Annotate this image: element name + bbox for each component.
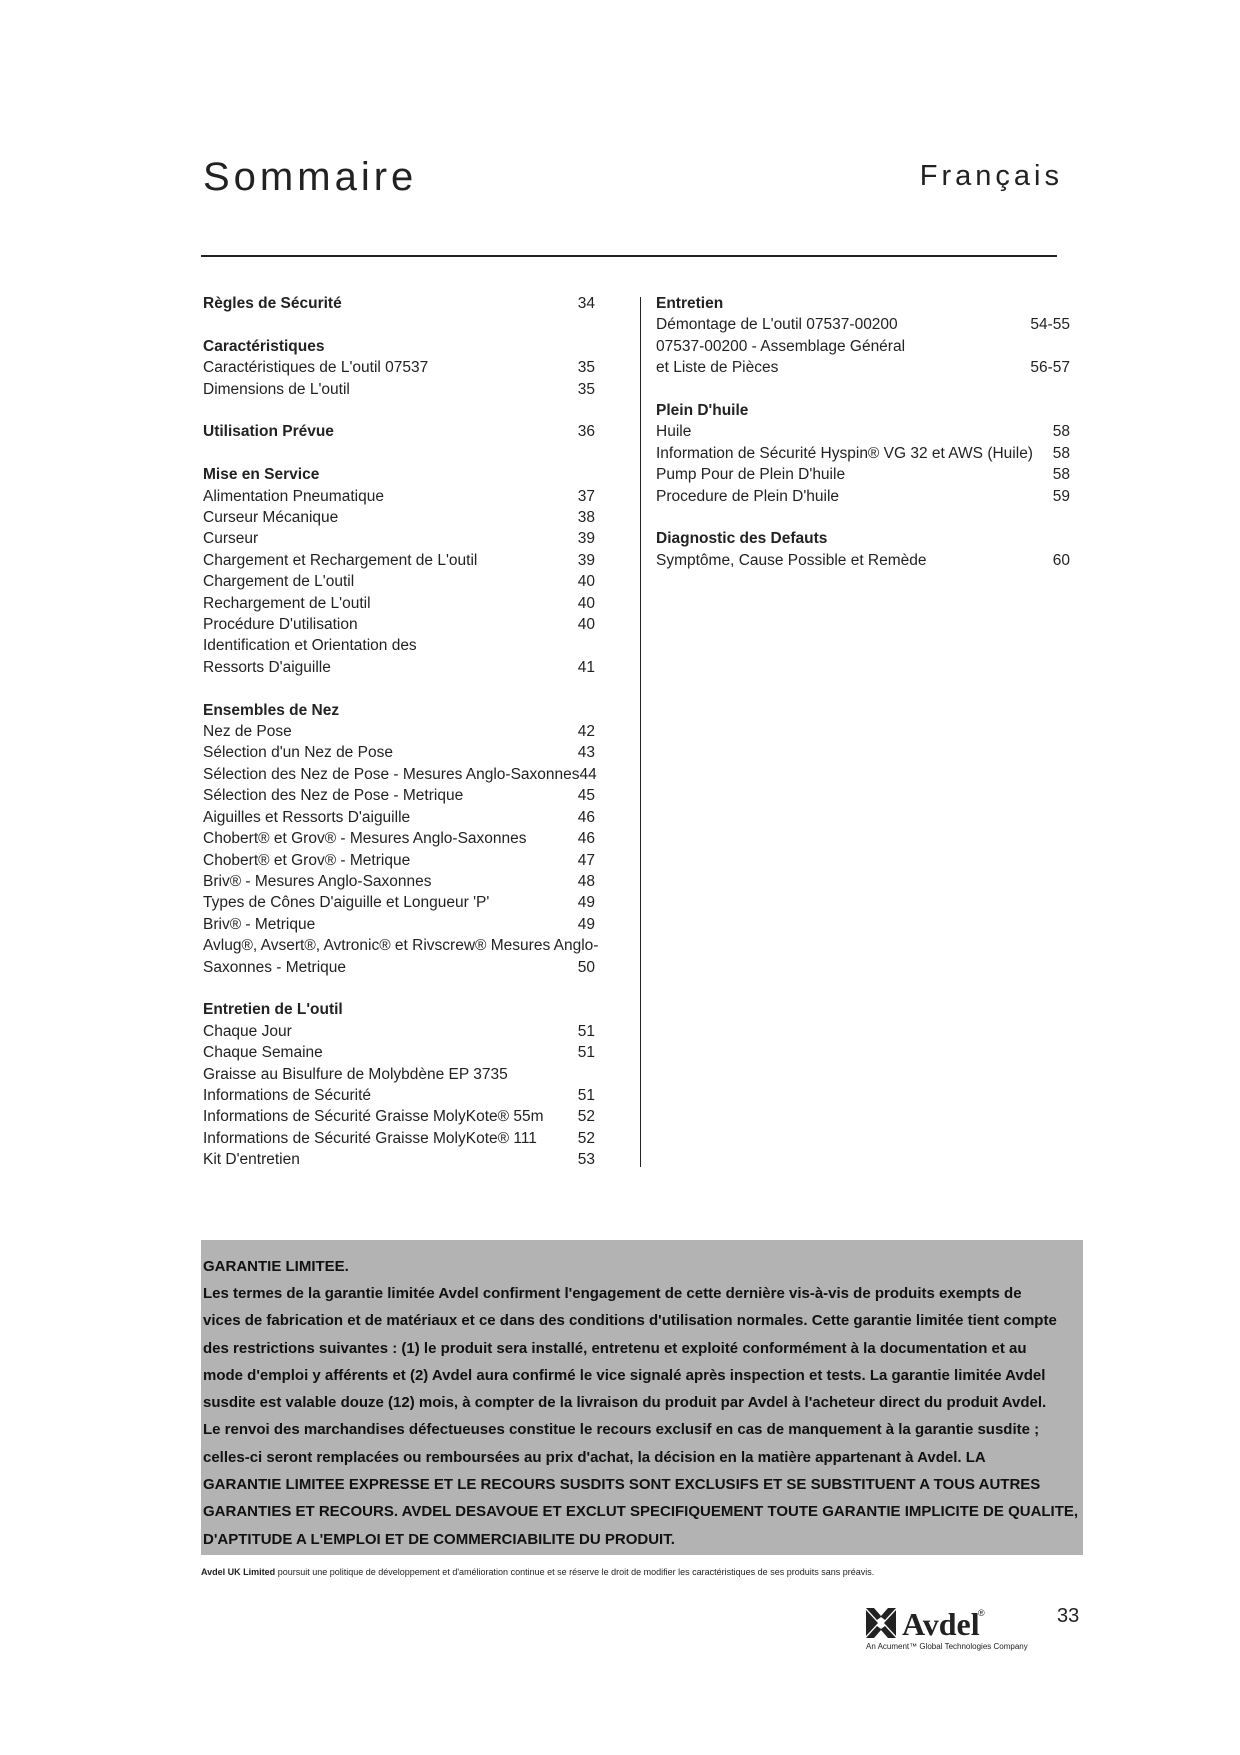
toc-section bbox=[656, 528, 1070, 571]
toc-entry-page: 51 bbox=[577, 1086, 595, 1104]
header-rule bbox=[201, 255, 1057, 257]
toc-entry bbox=[203, 914, 595, 935]
toc-entry-page: 54-55 bbox=[1030, 316, 1070, 334]
toc-section-heading bbox=[656, 528, 1070, 549]
toc-entry-label: Briv® - Mesures Anglo-Saxonnes bbox=[203, 872, 432, 890]
toc-entry-label: Dimensions de L'outil bbox=[203, 380, 350, 398]
toc-entry-page: 59 bbox=[1052, 487, 1070, 505]
toc-entry bbox=[203, 1128, 595, 1149]
warranty-line: GARANTIES ET RECOURS. AVDEL DESAVOUE ET EXCLUT SPECIFIQUEMENT TOUTE GARANTIE IMPLICITE DE QUALITE, bbox=[203, 1503, 1079, 1521]
toc-heading-page bbox=[555, 999, 595, 1020]
toc-entry-label: et Liste de Pièces bbox=[656, 359, 779, 377]
toc-entry-page: 39 bbox=[577, 530, 595, 548]
toc-entry bbox=[656, 421, 1070, 442]
toc-right-column bbox=[656, 293, 1070, 593]
toc-entry bbox=[656, 464, 1070, 485]
toc-entry-page: 53 bbox=[577, 1151, 595, 1169]
logo-registered-mark: ® bbox=[978, 1608, 985, 1618]
page-title: Sommaire bbox=[203, 155, 418, 199]
toc-heading-label: Entretien de L'outil bbox=[203, 1001, 343, 1019]
toc-entry bbox=[656, 336, 1070, 357]
toc-entry-page: 44 bbox=[579, 765, 597, 783]
toc-entry-label: Alimentation Pneumatique bbox=[203, 487, 384, 505]
toc-entry-label: Huile bbox=[656, 423, 692, 441]
toc-entry bbox=[203, 1149, 595, 1170]
toc-heading-label: Diagnostic des Defauts bbox=[656, 530, 828, 548]
toc-entry-page: 46 bbox=[577, 830, 595, 848]
toc-entry-page: 60 bbox=[1052, 551, 1070, 569]
toc-entry-page: 58 bbox=[1052, 444, 1070, 462]
toc-entry-label: Briv® - Metrique bbox=[203, 915, 316, 933]
toc-entry-label: Sélection des Nez de Pose - Mesures Anglo-Saxonnes bbox=[203, 765, 580, 783]
toc-entry-page: 48 bbox=[577, 872, 595, 890]
toc-entry-page: 49 bbox=[577, 894, 595, 912]
toc-entry-label: Ressorts D'aiguille bbox=[203, 658, 331, 676]
toc-entry bbox=[203, 550, 595, 571]
toc-entry bbox=[203, 1021, 595, 1042]
toc-entry-page: 52 bbox=[577, 1129, 595, 1147]
toc-entry bbox=[203, 1106, 595, 1127]
toc-entry bbox=[203, 614, 595, 635]
toc-section bbox=[656, 293, 1070, 379]
toc-heading-label: Règles de Sécurité bbox=[203, 295, 342, 312]
toc-entry-page: 45 bbox=[577, 787, 595, 805]
toc-entry-label: Symptôme, Cause Possible et Remède bbox=[656, 551, 927, 569]
toc-heading-page bbox=[555, 700, 595, 721]
warranty-line: celles-ci seront remplacées ou remboursées au prix d'achat, la décision en la matière appartenant à Avdel. LA bbox=[203, 1448, 986, 1466]
warranty-title: GARANTIE LIMITEE. bbox=[203, 1258, 349, 1275]
toc-entry-label: Chaque Jour bbox=[203, 1022, 292, 1040]
toc-heading-label: Ensembles de Nez bbox=[203, 701, 340, 719]
toc-entry bbox=[203, 957, 595, 978]
toc-entry-page: 35 bbox=[577, 380, 595, 398]
language-label: Français bbox=[919, 160, 1063, 192]
toc-entry bbox=[656, 550, 1070, 571]
avdel-logo-mark-icon bbox=[866, 1608, 896, 1638]
toc-heading-label: Utilisation Prévue bbox=[203, 423, 334, 441]
toc-entry bbox=[203, 1042, 595, 1063]
footer-company: Avdel UK Limited bbox=[201, 1567, 276, 1577]
toc-entry-label: Nez de Pose bbox=[203, 723, 292, 741]
toc-entry-label: Procédure D'utilisation bbox=[203, 616, 358, 634]
avdel-logo bbox=[866, 1606, 1036, 1652]
warranty-line: Les termes de la garantie limitée Avdel confirment l'engagement de cette dernière vis-à-vis de produits exempts de bbox=[203, 1285, 1022, 1302]
toc-entry bbox=[656, 357, 1070, 378]
toc-entry-page: 39 bbox=[577, 551, 595, 569]
toc-entry-label: Procedure de Plein D'huile bbox=[656, 487, 840, 505]
toc-entry-label: Curseur bbox=[203, 530, 259, 548]
toc-entry bbox=[203, 486, 595, 507]
toc-entry-label: Kit D'entretien bbox=[203, 1151, 300, 1169]
toc-entry-label: Information de Sécurité Hyspin® VG 32 et AWS (Huile) bbox=[656, 444, 1033, 462]
logo-name: Avdel bbox=[902, 1606, 980, 1642]
toc-entry bbox=[203, 721, 595, 742]
toc-heading-label: Mise en Service bbox=[203, 466, 320, 484]
toc-section bbox=[203, 336, 595, 400]
toc-entry-label: Types de Cônes D'aiguille et Longueur 'P' bbox=[203, 894, 490, 912]
toc-entry-label: Curseur Mécanique bbox=[203, 509, 339, 527]
toc-entry bbox=[203, 935, 599, 956]
toc-entry-page: 37 bbox=[577, 487, 595, 505]
toc-entry bbox=[203, 807, 595, 828]
toc-section bbox=[203, 293, 595, 314]
warranty-line: Le renvoi des marchandises défectueuses constitue le recours exclusif en cas de manquement à la garantie susdite ; bbox=[203, 1421, 1040, 1439]
toc-entry-label: Aiguilles et Ressorts D'aiguille bbox=[203, 808, 411, 826]
toc-entry bbox=[203, 593, 595, 614]
toc-entry-label: Informations de Sécurité bbox=[203, 1086, 372, 1104]
toc-entry-label: Informations de Sécurité Graisse MolyKote® 111 bbox=[203, 1129, 537, 1147]
warranty-line: mode d'emploi y afférents et (2) Avdel aura confirmé le vice signalé après inspection et tests. La garantie limitée Avdel bbox=[203, 1366, 1046, 1384]
toc-entry-page bbox=[555, 1064, 595, 1085]
toc-entry bbox=[203, 571, 595, 592]
toc-entry-label: Chargement de L'outil bbox=[203, 573, 355, 591]
toc-entry bbox=[203, 357, 595, 378]
toc-entry-page: 50 bbox=[577, 958, 595, 976]
toc-entry-label: Rechargement de L'outil bbox=[203, 594, 371, 612]
toc-entry-page: 49 bbox=[577, 915, 595, 933]
toc-entry bbox=[203, 850, 595, 871]
toc-entry-page: 56-57 bbox=[1030, 359, 1070, 377]
toc-entry bbox=[656, 443, 1070, 464]
toc-entry-label: Informations de Sécurité Graisse MolyKote® 55m bbox=[203, 1108, 544, 1126]
toc-entry bbox=[203, 657, 595, 678]
toc-entry bbox=[203, 871, 595, 892]
toc-entry-page: 43 bbox=[577, 744, 595, 762]
toc-heading-page: 36 bbox=[577, 423, 595, 441]
toc-section-heading bbox=[203, 464, 595, 485]
toc-heading-label: Entretien bbox=[656, 295, 724, 312]
logo-tagline: An Acument™ Global Technologies Company bbox=[866, 1642, 1028, 1651]
toc-entry bbox=[203, 892, 595, 913]
toc-entry bbox=[203, 1085, 595, 1106]
toc-section bbox=[203, 999, 595, 1170]
toc-section bbox=[656, 400, 1070, 507]
warranty-line: susdite est valable douze (12) mois, à compter de la livraison du produit par Avdel à l'acheteur direct du produit Avdel. bbox=[203, 1394, 1047, 1412]
toc-entry-page: 40 bbox=[577, 573, 595, 591]
toc-entry-label: Chobert® et Grov® - Mesures Anglo-Saxonnes bbox=[203, 830, 527, 848]
toc-entry-label: Avlug®, Avsert®, Avtronic® et Rivscrew® Mesures Anglo- bbox=[203, 937, 599, 955]
toc-entry-label: Saxonnes - Metrique bbox=[203, 958, 347, 976]
toc-section bbox=[203, 700, 599, 978]
toc-entry-page: 47 bbox=[577, 851, 595, 869]
toc-section-heading bbox=[203, 336, 595, 357]
toc-entry-label: Pump Pour de Plein D'huile bbox=[656, 466, 846, 484]
toc-entry bbox=[203, 528, 595, 549]
toc-entry-label: Chargement et Rechargement de L'outil bbox=[203, 551, 478, 569]
warranty-line: GARANTIE LIMITEE EXPRESSE ET LE RECOURS SUSDITS SONT EXCLUSIFS ET SE SUBSTITUENT A TOUS AUTRES bbox=[203, 1476, 1041, 1494]
toc-entry-page: 51 bbox=[577, 1022, 595, 1040]
toc-section-heading bbox=[203, 700, 595, 721]
toc-heading-page bbox=[1030, 528, 1070, 549]
warranty-line: vices de fabrication et de matériaux et ce dans des conditions d'utilisation normales. Cette garantie limitée tient compte bbox=[203, 1312, 1057, 1330]
toc-entry bbox=[203, 785, 595, 806]
toc-entry-label: Sélection des Nez de Pose - Metrique bbox=[203, 787, 464, 805]
footer-notice-text: poursuit une politique de développement et d'amélioration continue et se réserve le droit de modifier les caractéristiques de ses produits sans préavis. bbox=[275, 1567, 875, 1577]
toc-entry-page: 51 bbox=[577, 1044, 595, 1062]
toc-heading-page bbox=[555, 464, 595, 485]
toc-entry-label: 07537-00200 - Assemblage Général bbox=[656, 337, 906, 355]
toc-section-heading bbox=[203, 421, 595, 442]
toc-entry-page: 58 bbox=[1052, 423, 1070, 441]
toc-entry-page bbox=[555, 635, 595, 656]
toc-entry bbox=[203, 828, 595, 849]
warranty-line: des restrictions suivantes : (1) le produit sera installé, entretenu et exploité conformément à la documentation et au bbox=[203, 1339, 1027, 1357]
toc-heading-page bbox=[555, 336, 595, 357]
toc-entry-label: Sélection d'un Nez de Pose bbox=[203, 744, 393, 762]
toc-entry-page: 40 bbox=[577, 594, 595, 612]
toc-entry-page: 52 bbox=[577, 1108, 595, 1126]
page-number: 33 bbox=[1057, 1605, 1080, 1627]
warranty-line: D'APTITUDE A L'EMPLOI ET DE COMMERCIABILITE DU PRODUIT. bbox=[203, 1530, 675, 1548]
toc-entry-label: Chobert® et Grov® - Metrique bbox=[203, 851, 411, 869]
toc-heading-label: Caractéristiques bbox=[203, 337, 325, 355]
warranty-text bbox=[203, 1280, 1081, 1553]
toc-section-heading bbox=[656, 293, 1070, 314]
toc-entry-label: Graisse au Bisulfure de Molybdène EP 3735 bbox=[203, 1065, 508, 1083]
toc-heading-page: 34 bbox=[577, 295, 595, 312]
toc-entry-page: 38 bbox=[577, 509, 595, 527]
toc-entry-label: Identification et Orientation des bbox=[203, 637, 417, 655]
toc-section-heading bbox=[656, 400, 1070, 421]
toc-entry bbox=[656, 486, 1070, 507]
toc-left-column bbox=[203, 293, 599, 1192]
toc-entry bbox=[203, 764, 595, 785]
toc-entry-page: 35 bbox=[577, 359, 595, 377]
toc-heading-page bbox=[1030, 400, 1070, 421]
toc-entry-page: 42 bbox=[577, 723, 595, 741]
toc-entry bbox=[203, 635, 595, 656]
toc-section bbox=[203, 421, 595, 442]
toc-entry-label: Chaque Semaine bbox=[203, 1044, 323, 1062]
toc-entry-page: 41 bbox=[577, 658, 595, 676]
toc-entry bbox=[203, 742, 595, 763]
warranty-box bbox=[201, 1240, 1083, 1555]
toc-entry bbox=[656, 314, 1070, 335]
toc-entry-page bbox=[1030, 336, 1070, 357]
toc-entry bbox=[203, 1064, 595, 1085]
toc-section-heading bbox=[203, 999, 595, 1020]
footer-notice bbox=[201, 1567, 874, 1577]
toc-entry-page: 40 bbox=[577, 616, 595, 634]
column-divider bbox=[640, 297, 641, 1167]
toc-entry bbox=[203, 379, 595, 400]
toc-entry-label: Démontage de L'outil 07537-00200 bbox=[656, 316, 898, 334]
toc-heading-label: Plein D'huile bbox=[656, 402, 749, 420]
toc-entry-page: 46 bbox=[577, 808, 595, 826]
toc-section-heading bbox=[203, 293, 595, 314]
toc-heading-page bbox=[1030, 293, 1070, 314]
toc-entry-label: Caractéristiques de L'outil 07537 bbox=[203, 359, 429, 377]
toc-entry bbox=[203, 507, 595, 528]
toc-section bbox=[203, 464, 595, 678]
toc-entry-page: 58 bbox=[1052, 466, 1070, 484]
